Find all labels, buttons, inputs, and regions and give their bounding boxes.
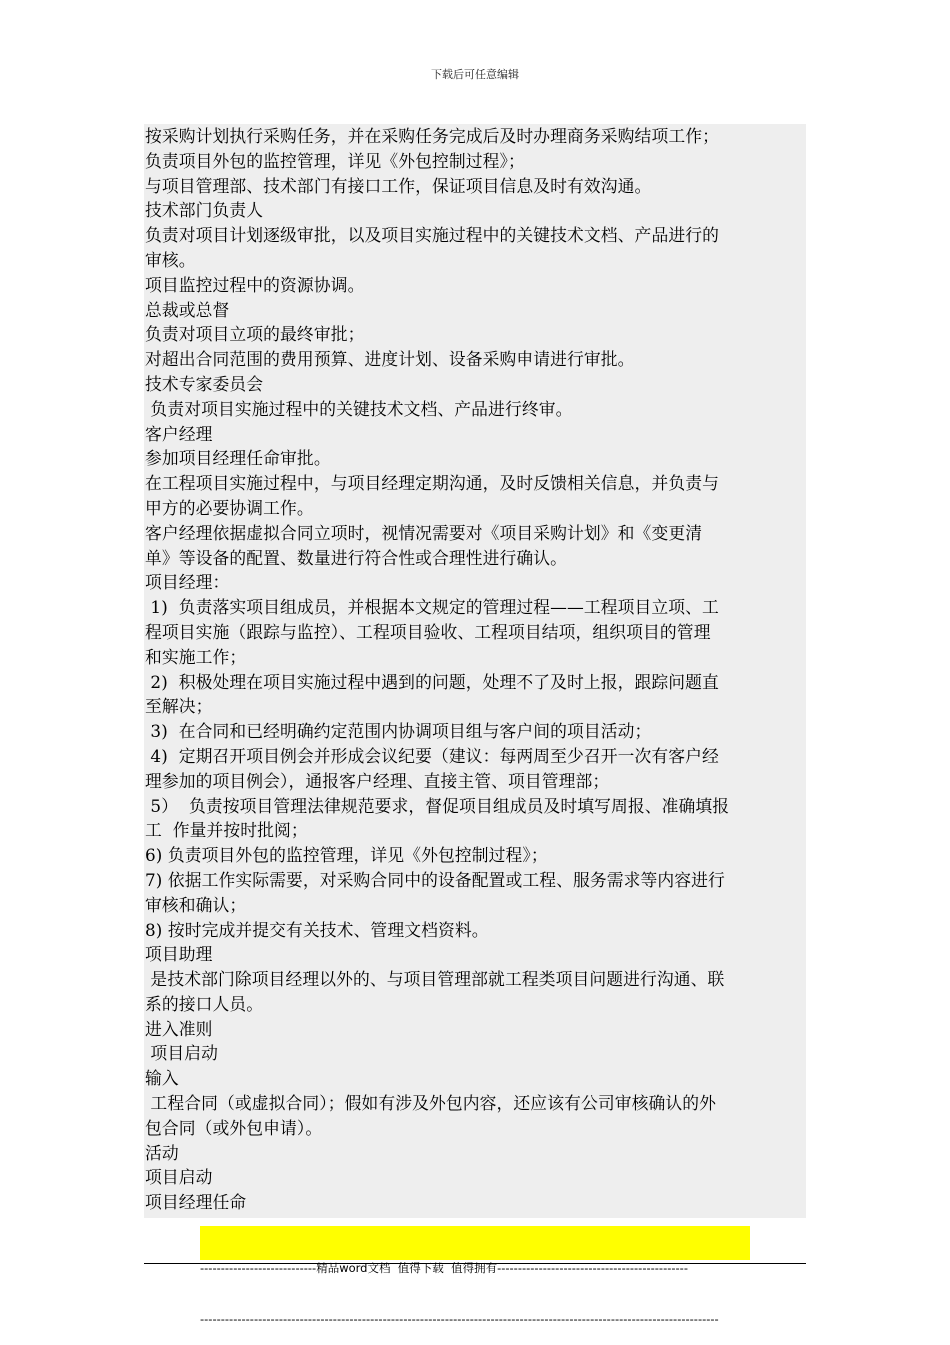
list-item: 6) 负责项目外包的监控管理，详见《外包控制过程》；	[145, 845, 548, 866]
section-heading: 技术部门负责人	[145, 200, 264, 221]
footer-divider	[144, 1263, 806, 1264]
body-line: 负责对项目立项的最终审批；	[145, 324, 365, 345]
body-line: 包合同（或外包申请）。	[145, 1117, 323, 1138]
body-line: 按采购计划执行采购任务，并在采购任务完成后及时办理商务采购结项工作；	[145, 126, 719, 146]
list-item-continuation: 程项目实施（跟踪与监控）、工程项目验收、工程项目结项，组织项目的管理	[145, 621, 711, 642]
body-line: 在工程项目实施过程中，与项目经理定期沟通，及时反馈相关信息，并负责与	[145, 473, 719, 494]
body-line: 是技术部门除项目经理以外的、与项目管理部就工程类项目问题进行沟通、联	[145, 969, 725, 990]
page-header-note: 下载后可任意编辑	[431, 68, 519, 81]
footer-banner-line: -----------------------------------------------------------------------------------------------------------------------------	[200, 1312, 719, 1326]
section-heading: 活动	[145, 1142, 179, 1163]
body-line: 项目启动	[145, 1043, 218, 1064]
body-line: 工程合同（或虚拟合同）；假如有涉及外包内容，还应该有公司审核确认的外	[145, 1093, 717, 1114]
list-item-continuation: 至解决；	[145, 696, 213, 717]
body-line: 系的接口人员。	[145, 993, 264, 1014]
list-item: 2) 积极处理在项目实施过程中遇到的问题，处理不了及时上报，跟踪问题直	[145, 671, 719, 692]
section-heading: 技术专家委员会	[145, 373, 264, 394]
section-heading: 总裁或总督	[145, 299, 230, 320]
list-item: 5） 负责按项目管理法律规范要求，督促项目组成员及时填写周报、准确填报	[145, 795, 730, 816]
document-body	[144, 124, 806, 1218]
body-line: 项目监控过程中的资源协调。	[145, 274, 365, 295]
body-line: 客户经理依据虚拟合同立项时，视情况需要对《项目采购计划》和《变更清	[145, 522, 703, 543]
list-item: 7) 依据工作实际需要，对采购合同中的设备配置或工程、服务需求等内容进行	[145, 869, 725, 890]
body-line: 项目启动	[145, 1167, 213, 1188]
body-line: 参加项目经理任命审批。	[145, 448, 331, 469]
list-item: 3) 在合同和已经明确约定范围内协调项目组与客户间的项目活动；	[145, 721, 652, 742]
list-item: 1) 负责落实项目组成员，并根据本文规定的管理过程——工程项目立项、工	[145, 597, 719, 618]
section-heading: 输入	[145, 1068, 179, 1089]
body-line: 与项目管理部、技术部门有接口工作，保证项目信息及时有效沟通。	[145, 175, 652, 196]
body-line: 对超出合同范围的费用预算、进度计划、设备采购申请进行审批。	[145, 349, 635, 370]
body-line: 审核。	[145, 249, 196, 270]
list-item-continuation: 审核和确认；	[145, 894, 247, 915]
footer-banner-line: ----------------------------精品word文档 值得下载 值得拥有----------------------------------------------	[200, 1261, 688, 1275]
section-heading: 项目助理	[145, 944, 213, 965]
body-line: 项目经理任命	[145, 1192, 247, 1213]
footer-banner	[200, 1226, 750, 1326]
list-item-continuation: 工 作量并按时批阅；	[145, 820, 308, 841]
list-item-continuation: 理参加的项目例会），通报客户经理、直接主管、项目管理部；	[145, 770, 610, 791]
body-line: 单》等设备的配置、数量进行符合性或合理性进行确认。	[145, 547, 568, 568]
body-line: 负责对项目实施过程中的关键技术文档、产品进行终审。	[145, 398, 573, 419]
list-item: 4) 定期召开项目例会并形成会议纪要（建议：每两周至少召开一次有客户经	[145, 745, 719, 766]
body-line: 甲方的必要协调工作。	[145, 497, 314, 518]
section-heading: 项目经理：	[145, 572, 230, 593]
list-item-continuation: 和实施工作；	[145, 646, 247, 667]
section-heading: 客户经理	[145, 423, 213, 444]
body-line: 负责对项目计划逐级审批，以及项目实施过程中的关键技术文档、产品进行的	[145, 225, 719, 246]
section-heading: 进入准则	[145, 1018, 213, 1039]
body-line: 负责项目外包的监控管理，详见《外包控制过程》；	[145, 150, 525, 171]
list-item: 8) 按时完成并提交有关技术、管理文档资料。	[145, 919, 489, 940]
